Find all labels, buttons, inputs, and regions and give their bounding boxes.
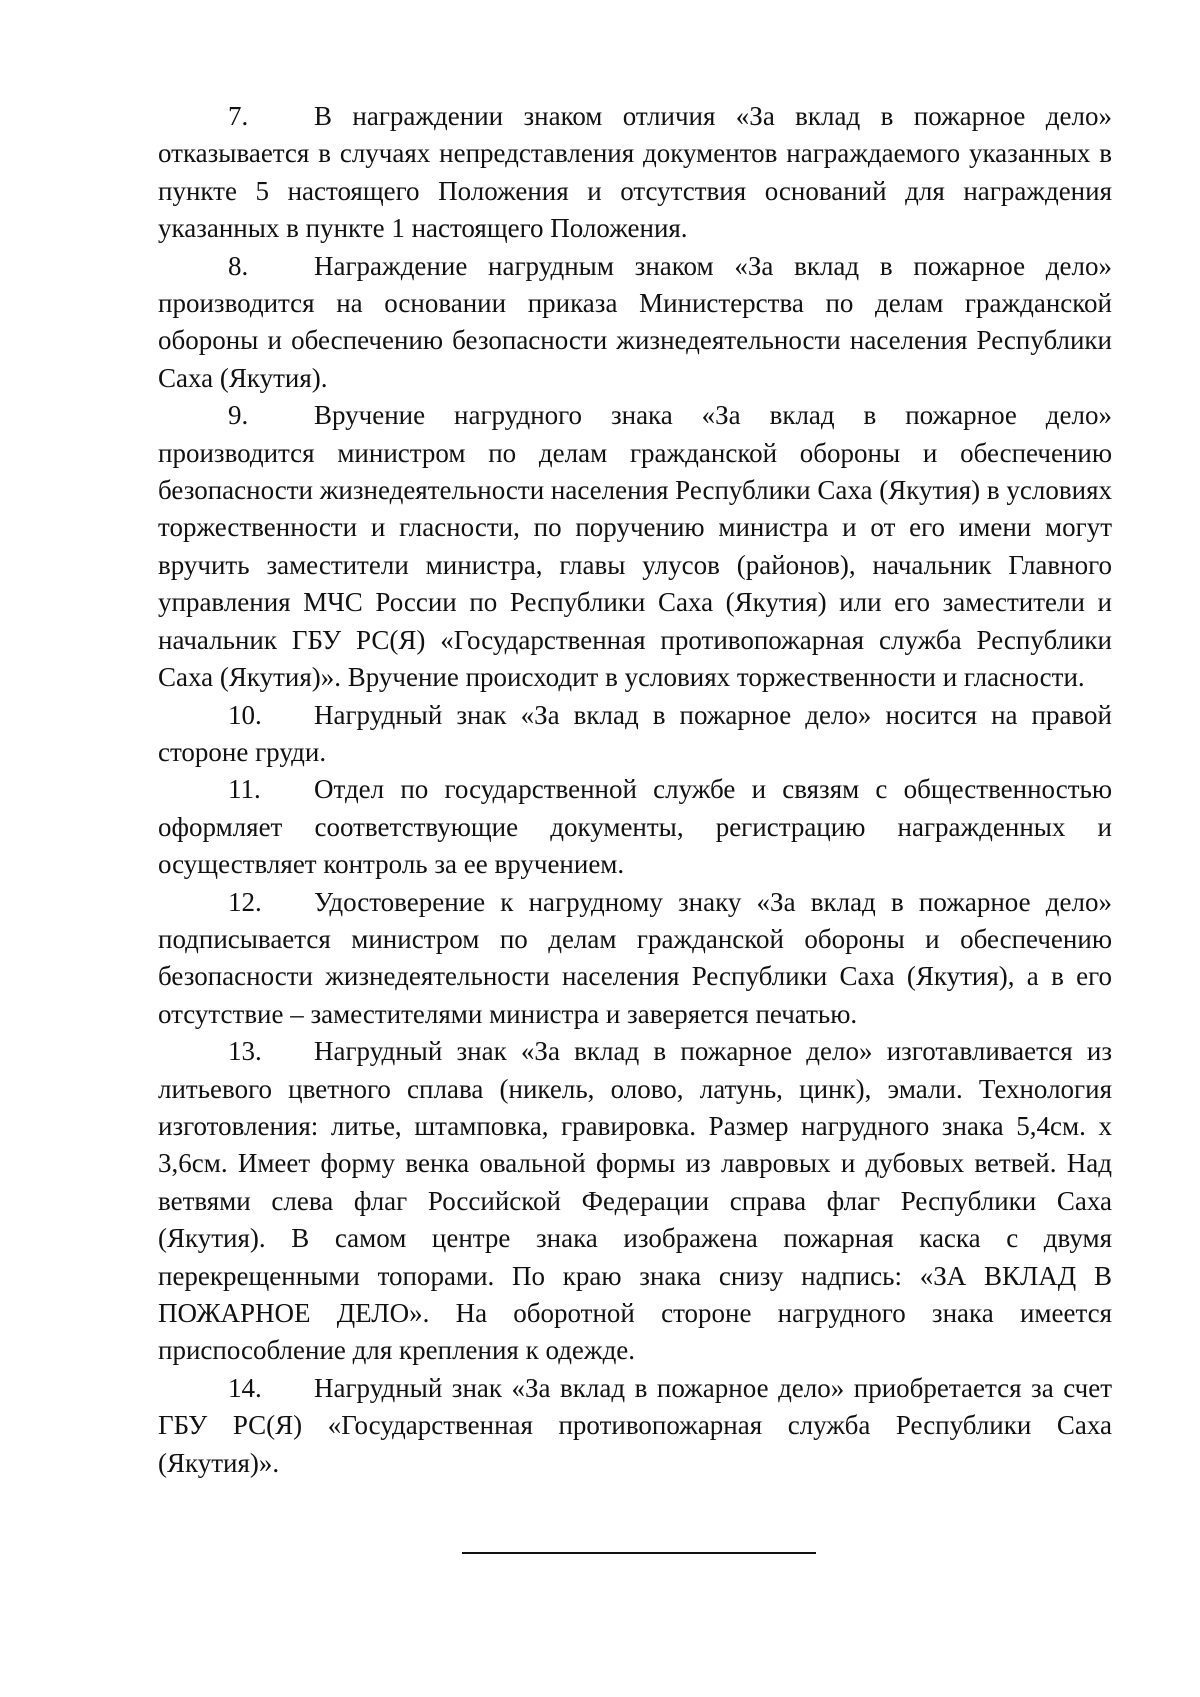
paragraph-number: 11. [228,774,261,805]
paragraph-text: Награждение нагрудным знаком «За вклад в пожарное дело» производится на основании приказа Министерства по делам гражданской обороны и обеспечению безопасности жизнедеятельности населения Республики Саха (Якутия). [158,250,1112,393]
paragraph-10 [158,697,1112,772]
paragraph-number: 9. [228,400,249,431]
document-body [158,98,1112,1482]
paragraph-13 [158,1033,1112,1370]
paragraph-12 [158,884,1112,1034]
paragraph-number: 14. [228,1372,262,1403]
paragraph-text: Вручение нагрудного знака «За вклад в пожарное дело» производится министром по делам гражданской обороны и обеспечению безопасности жизнедеятельности населения Республики Саха (Якутия) в условиях торжественности и гласности, по поручению министра и от его имени могут вручить заместители министра, главы улусов (районов), начальник Главного управления МЧС России по Республики Саха (Якутия) или его заместители и начальник ГБУ РС(Я) «Государственная противопожарная служба Республики Саха (Якутия)». Вручение происходит в условиях торжественности и гласности. [158,400,1112,693]
paragraph-text: Удостоверение к нагрудному знаку «За вклад в пожарное дело» подписывается министром по делам гражданской обороны и обеспечению безопасности жизнедеятельности населения Республики Саха (Якутия), а в его отсутствие – заместителями министра и заверяется печатью. [158,886,1112,1029]
paragraph-text: Отдел по государственной службе и связям с общественностью оформляет соответствующие документы, регистрацию награжденных и осуществляет контроль за ее вручением. [158,774,1112,880]
paragraph-14 [158,1370,1112,1482]
end-of-document-rule [462,1552,816,1554]
paragraph-8 [158,248,1112,398]
paragraph-text: Нагрудный знак «За вклад в пожарное дело» приобретается за счет ГБУ РС(Я) «Государственная противопожарная служба Республики Саха (Якутия)». [158,1372,1112,1478]
paragraph-number: 13. [228,1036,262,1067]
paragraph-7 [158,98,1112,248]
paragraph-number: 8. [228,250,249,281]
paragraph-number: 10. [228,699,262,730]
paragraph-number: 7. [228,101,249,131]
paragraph-number: 12. [228,886,262,917]
paragraph-text: В награждении знаком отличия «За вклад в пожарное дело» отказывается в случаях непредставления документов награждаемого указанных в пункте 5 настоящего Положения и отсутствия оснований для награждения указанных в пункте 1 настоящего Положения. [158,101,1112,244]
paragraph-9 [158,397,1112,696]
paragraph-11 [158,771,1112,883]
paragraph-text: Нагрудный знак «За вклад в пожарное дело» изготавливается из литьевого цветного сплава (никель, олово, латунь, цинк), эмали. Технология изготовления: литье, штамповка, гравировка. Размер нагрудного знака 5,4см. х 3,6см. Имеет форму венка овальной формы из лавровых и дубовых ветвей. Над ветвями слева флаг Российской Федерации справа флаг Республики Саха (Якутия). В самом центре знака изображена пожарная каска с двумя перекрещенными топорами. По краю знака снизу надпись: «ЗА ВКЛАД В ПОЖАРНОЕ ДЕЛО». На оборотной стороне нагрудного знака имеется приспособление для крепления к одежде. [158,1036,1112,1366]
paragraph-text: Нагрудный знак «За вклад в пожарное дело» носится на правой стороне груди. [158,699,1112,767]
